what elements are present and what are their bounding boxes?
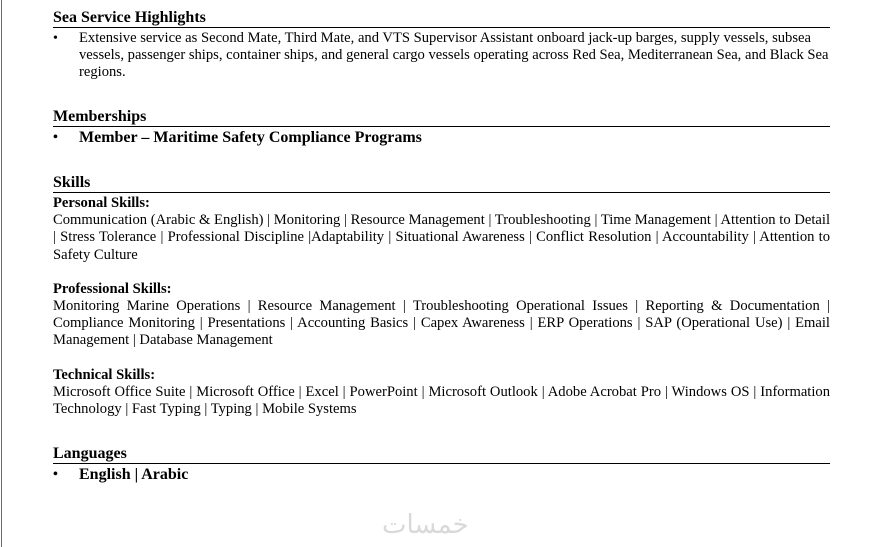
watermark-logo: خمسات — [382, 510, 469, 540]
personal-skills-text: Communication (Arabic & English) | Monitoring | Resource Management | Troubleshooting | Time Management | Attention to Detail | Stress Tolerance | Professional Discipline |Adaptability | Situational Awareness | Conflict Resolution | Accountability | Attention to Safety Culture — [53, 212, 830, 263]
languages-list — [53, 465, 830, 484]
language-item: • English | Arabic — [53, 465, 830, 484]
professional-skills-label: Professional Skills: — [53, 280, 172, 297]
skills-section — [53, 173, 830, 418]
resume-document — [53, 8, 830, 484]
sea-service-section — [53, 8, 830, 81]
memberships-section — [53, 107, 830, 147]
page-left-edge — [1, 0, 2, 547]
personal-skills-block — [53, 195, 830, 264]
sea-service-list — [53, 30, 830, 81]
memberships-title: Memberships — [53, 107, 830, 127]
technical-skills-label: Technical Skills: — [53, 366, 156, 383]
personal-skills-label: Personal Skills: — [53, 195, 150, 211]
membership-item: • Member – Maritime Safety Compliance Programs — [53, 128, 830, 147]
professional-skills-text: Monitoring Marine Operations | Resource Management | Troubleshooting Operational Issues | Reporting & Documentation | Compliance Monitoring | Presentations | Accounting Basics | Capex Awareness | ERP Operations | SAP (Operational Use) | Email Management | Database Management — [53, 297, 830, 349]
sea-service-title: Sea Service Highlights — [53, 8, 830, 28]
professional-skills-block — [53, 281, 830, 350]
skills-title: Skills — [53, 173, 830, 193]
languages-title: Languages — [53, 444, 830, 464]
sea-service-item: • Extensive service as Second Mate, Third Mate, and VTS Supervisor Assistant onboard jack-up barges, supply vessels, subsea vessels, passenger ships, container ships, and general cargo vessels operating across Red Sea, Mediterranean Sea, and Black Sea regions. — [53, 30, 830, 81]
languages-section — [53, 444, 830, 484]
memberships-list — [53, 128, 830, 147]
technical-skills-block — [53, 367, 830, 419]
technical-skills-text: Microsoft Office Suite | Microsoft Office | Excel | PowerPoint | Microsoft Outlook | Adobe Acrobat Pro | Windows OS | Information Technology | Fast Typing | Typing | Mobile Systems — [53, 383, 830, 418]
